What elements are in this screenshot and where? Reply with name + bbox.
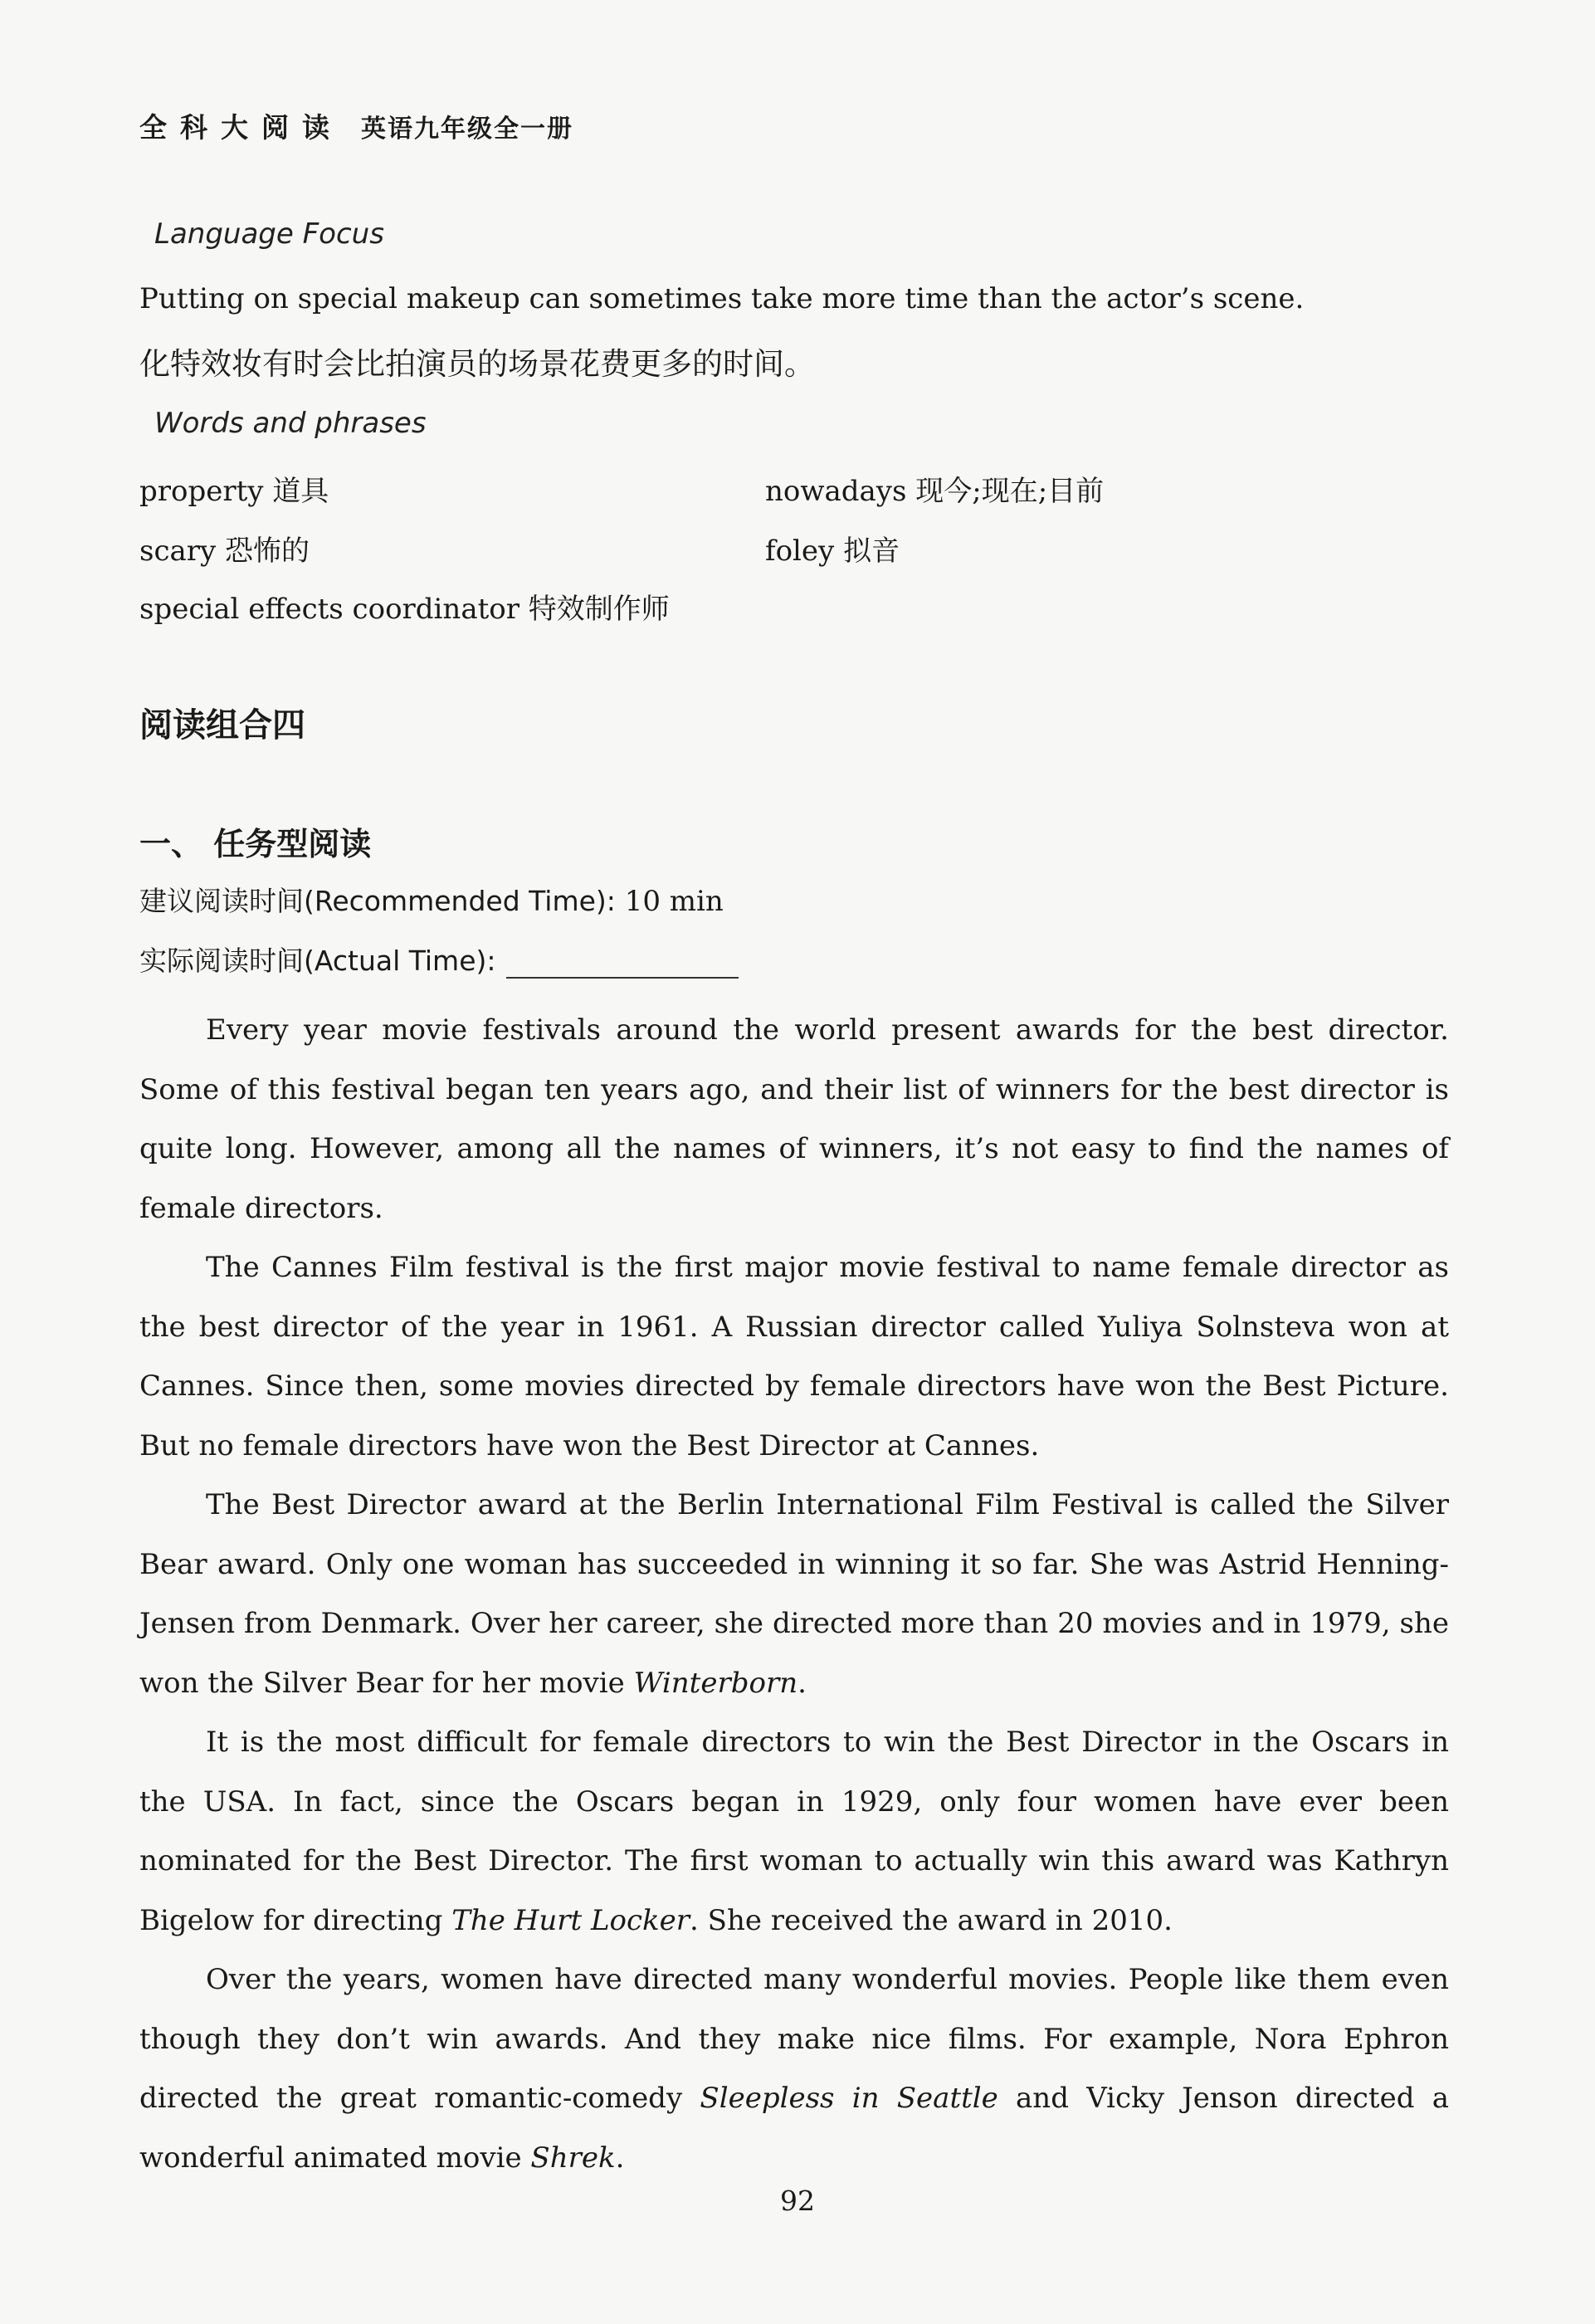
vocab-item: nowadays 现今;现在;目前 [765, 475, 1105, 508]
language-focus-label: Language Focus [154, 217, 384, 251]
vocab-item: scary 恐怖的 [139, 535, 310, 568]
recommended-time [139, 880, 724, 919]
reading-passage [139, 1001, 1449, 2188]
passage-paragraph-1: Every year movie festivals around the world present awards for the best director. Some of this festival began ten years ago, and their list of winners for the best director is quite long. However, among all the names of winners, it’s not easy to find the names of female directors. [139, 1013, 1449, 1225]
focus-sentence-chinese: 化特效妆有时会比拍演员的场景花费更多的时间。 [139, 346, 815, 382]
paragraph-text: . [798, 1666, 807, 1700]
movie-title: Winterborn [633, 1666, 798, 1700]
passage-paragraph-3 [139, 1476, 1449, 1713]
paragraph-text: It is the most difficult for female directors to win the Best Director in the Oscars in the USA. In fact, since the Oscars began in 1929, only four women have ever been nominated for the Best Director. The first woman to actually win this award was Kathryn Bigelow for directing [139, 1726, 1449, 1937]
focus-sentence-english: Putting on special makeup can sometimes take more time than the actor’s scene. [139, 282, 1305, 315]
recommended-time-label: 建议阅读时间(Recommended Time): [139, 885, 616, 917]
vocab-item: special effects coordinator 特效制作师 [139, 593, 670, 626]
running-head [139, 106, 573, 145]
movie-title: The Hurt Locker [451, 1903, 690, 1937]
words-phrases-label: Words and phrases [154, 407, 427, 440]
series-title: 全科大阅读 [139, 111, 343, 144]
page-number: 92 [780, 2185, 815, 2217]
movie-title: Shrek [530, 2141, 616, 2175]
passage-paragraph-2: The Cannes Film festival is the first major movie festival to name female director as the best director of the year in 1961. A Russian director called Yuliya Solnsteva won at Cannes. Since then, some movies directed by female directors have won the Best Picture. But no female directors have won the Best Director at Cannes. [139, 1251, 1449, 1462]
book-title: 英语九年级全一册 [361, 115, 573, 144]
actual-time-blank[interactable] [506, 949, 739, 979]
vocab-item: foley 拟音 [765, 535, 900, 568]
recommended-time-value: 10 min [624, 885, 724, 918]
paragraph-text: and Vicky Jenson directed a wonderful animated movie [139, 2082, 1449, 2175]
paragraph-text: Over the years, women have directed many wonderful movies. People like them even though they don’t win awards. And they make nice films. For example, Nora Ephron directed the great romantic-comedy [139, 1963, 1449, 2115]
section-title: 阅读组合四 [139, 706, 305, 745]
passage-paragraph-5 [139, 1950, 1449, 2188]
part-title: 一、 任务型阅读 [139, 826, 372, 862]
movie-title: Sleepless in Seattle [700, 2082, 998, 2115]
vocab-item: property 道具 [139, 475, 329, 508]
paragraph-text: . [615, 2141, 625, 2175]
passage-paragraph-4 [139, 1713, 1449, 1950]
actual-time [139, 940, 739, 979]
paragraph-text: . She received the award in 2010. [690, 1903, 1173, 1937]
actual-time-label: 实际阅读时间(Actual Time): [139, 945, 496, 977]
paragraph-text: The Best Director award at the Berlin International Film Festival is called the Silver Bear award. Only one woman has succeeded in winning it so far. She was Astrid Henning-Jensen from Denmark. Over her career, she directed more than 20 movies and in 1979, she won the Silver Bear for her movie [139, 1488, 1449, 1700]
